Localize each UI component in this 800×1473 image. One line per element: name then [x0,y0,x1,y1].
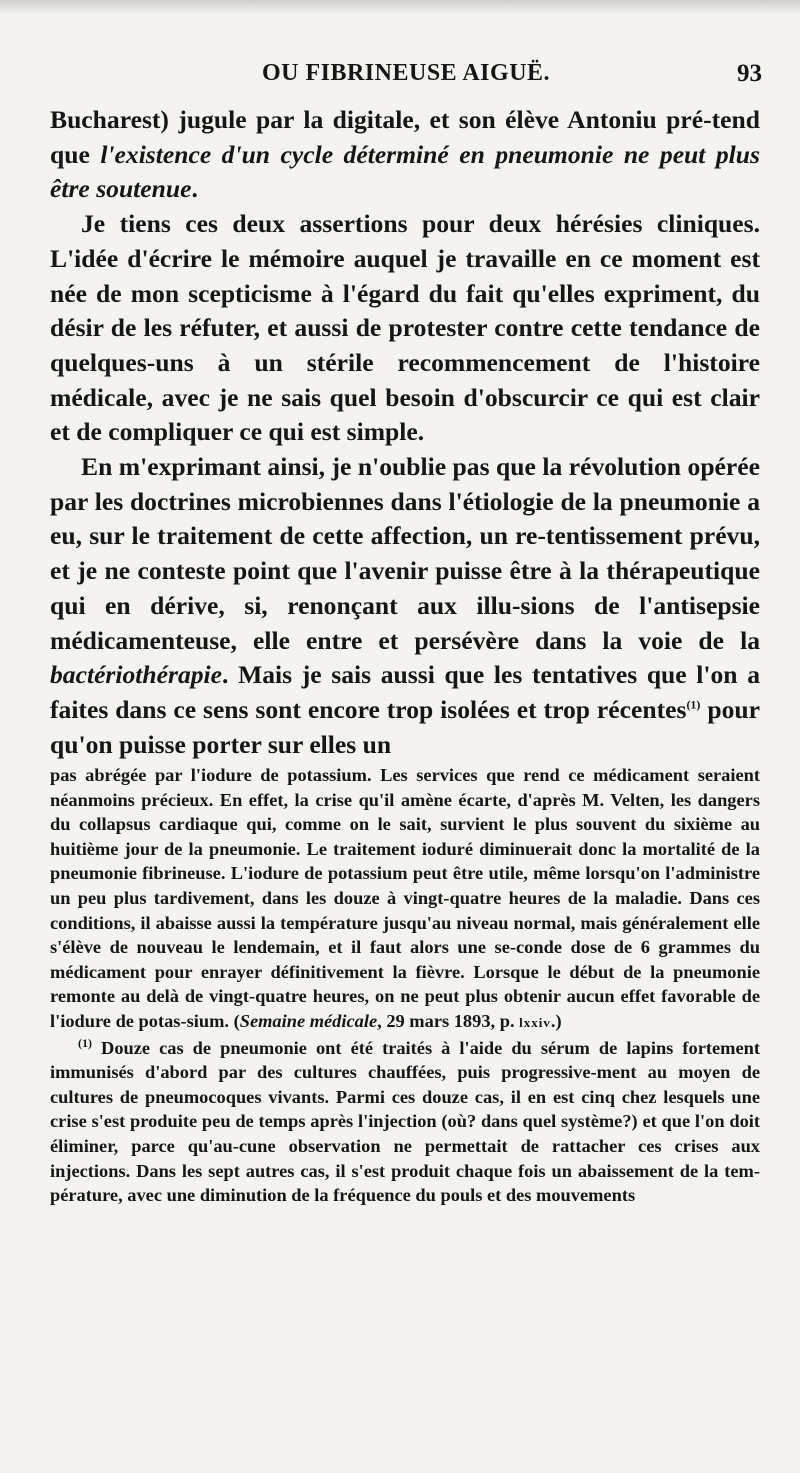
text-run: pour qu'on puisse porter sur elles un [50,694,760,759]
footnote-marker: (1) [78,1035,92,1050]
paragraph-3 [50,450,760,762]
small-caps-page: lxxiv [519,1014,551,1030]
paragraph-2: Je tiens ces deux assertions pour deux hérésies cliniques. L'idée d'écrire le mémoire auquel je travaille en ce moment est née de mon scepticisme à l'égard du fait qu'elles expriment, du désir de les réfuter, et aussi de protester contre cette tendance de quelques-uns à un stérile recommencement de l'histoire médicale, avec je ne sais quel besoin d'obscurcir ce qui est clair et de compliquer ce qui est simple. [50,209,760,447]
text-run: . [191,174,198,204]
page-edge-shadow [0,0,800,14]
footnote-continued [50,763,760,1036]
text-run: En m'exprimant ainsi, je n'oublie pas que la révolution opérée par les doctrines microbiennes dans l'étiologie de la pneumonie a eu, sur le traitement de cette affection, un re-tentissement prévu, et je ne conteste point que l'avenir puisse être à la thérapeutique qui en dérive, si, renonçant aux illu-sions de l'antisepsie médicamenteuse, elle entre et persévère dans la voie de la [50,452,760,655]
page-number: 93 [737,60,762,87]
page-header [50,60,762,96]
italic-source: Semaine médicale [239,1010,378,1031]
paragraph-1 [50,103,760,207]
text-run: pas abrégée par l'iodure de potassium. Les services que rend ce médicament seraient néanmoins précieux. En effet, la crise qu'il amène écarte, d'après M. Velten, les dangers du collapsus cardiaque qui, comme on le sait, survient le plus souvent du sixième au huitième jour de la pneumonie. Le traitement ioduré diminuerait donc la mortalité de la pneumonie fibrineuse. L'iodure de potassium peut être utile, même lorsqu'on l'administre un peu plus tardivement, dans les douze à vingt-quatre heures de la maladie. Dans ces conditions, il abaisse aussi la température jusqu'au niveau normal, mais généralement elle s'élève de nouveau le lendemain, et il faut alors une se-conde dose de 6 grammes du médicament pour enrayer définitivement la fièvre. Lorsque le début de la pneumonie remonte au delà de vingt-quatre heures, on ne peut plus obtenir aucun effet favorable de l'iodure de potas-sium. ( [50,765,760,1031]
text-run: Bucharest) jugule par la digitale, et son élève Antoniu pré-tend que [50,105,760,169]
footnote-1 [50,1036,760,1208]
running-title: OU FIBRINEUSE AIGUË. [261,60,551,86]
text-run: , 29 mars 1893, p. [377,1010,520,1031]
italic-quote: l'existence d'un cycle déterminé en pneumonie ne peut plus être soutenue [50,139,760,204]
footnote-ref: (1) [686,697,701,712]
text-run: Douze cas de pneumonie ont été traités à l'aide du sérum de lapins fortement immunisés d'abord par des cultures chauffées, puis progressive-ment au moyen de cultures de pneumocoques vivants. Parmi ces douze cas, il en est cinq chez lesquels une crise s'est produite peu de temps après l'injection (où? dans quel système?) et que l'on doit éliminer, parce qu'au-cune observation ne permettait de rattacher ces crises aux injections. Dans les sept autres cas, il s'est produit chaque fois un abaissement de la tem-pérature, avec une diminution de la fréquence du pouls et des mouvements [50,1037,760,1206]
footnotes [50,763,760,1208]
text-run: .) [550,1010,562,1031]
text-run: . Mais je sais aussi que les tentatives que l'on a faites dans ce sens sont encore trop isolées et trop récentes [50,660,760,724]
main-text [50,103,760,762]
italic-term: bactériothérapie [50,660,223,690]
